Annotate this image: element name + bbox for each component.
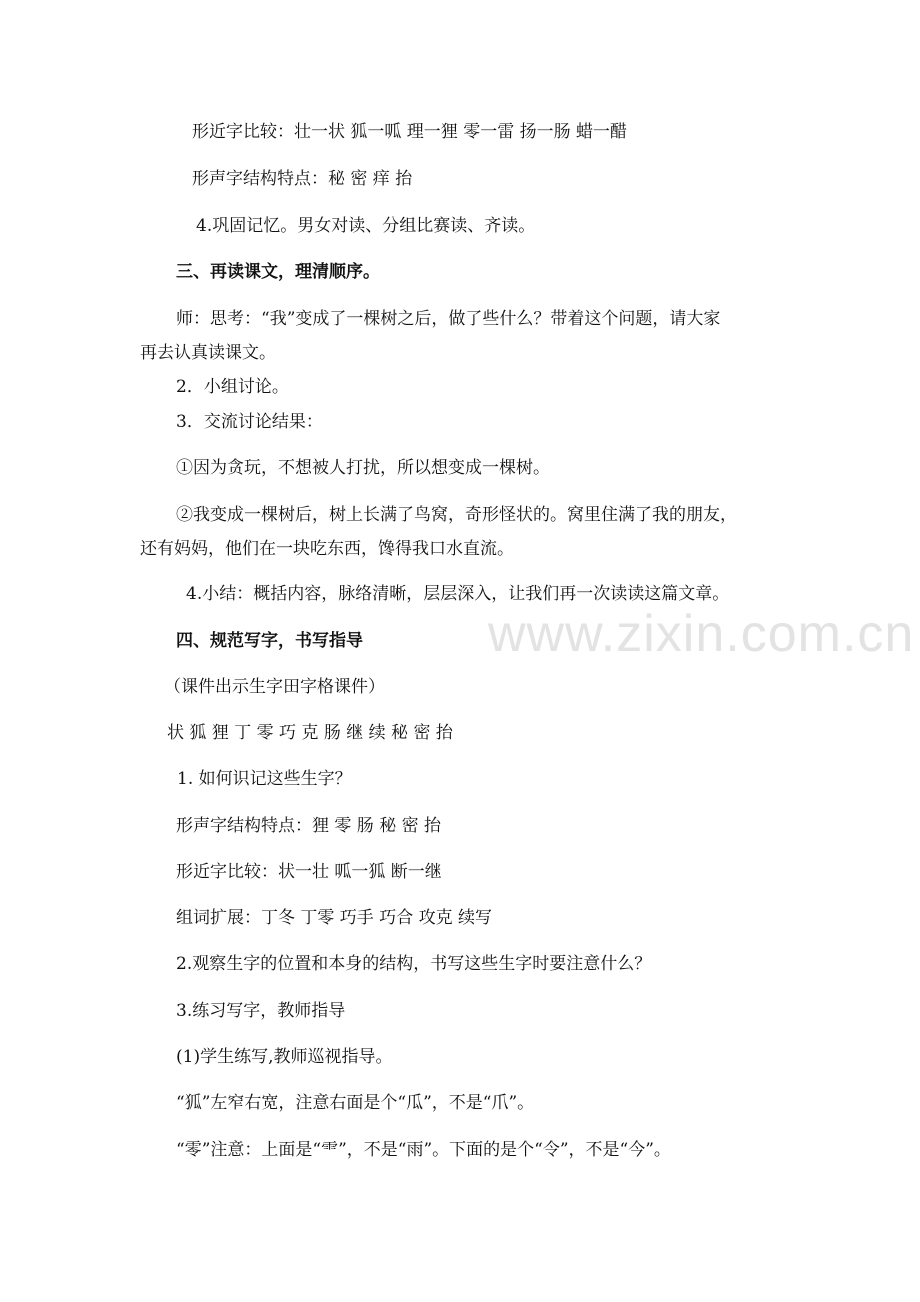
paragraph-observe-structure: 2.观察生字的位置和本身的结构，书写这些生字时要注意什么？ bbox=[176, 954, 652, 974]
paragraph-result-1: ①因为贪玩，不想被人打扰，所以想变成一棵树。 bbox=[176, 458, 550, 478]
paragraph-student-practice: (1)学生练写,教师巡视指导。 bbox=[176, 1047, 393, 1067]
paragraph-word-expansion: 组词扩展：丁冬 丁零 巧手 巧合 攻克 续写 bbox=[176, 908, 493, 928]
paragraph-result-2-cont: 还有妈妈，他们在一块吃东西，馋得我口水直流。 bbox=[140, 539, 514, 559]
paragraph-how-to-remember: 1. 如何识记这些生字？ bbox=[177, 769, 352, 789]
paragraph-similar-chars-2: 形近字比较：状一壮 呱一狐 断一继 bbox=[176, 862, 442, 882]
section-heading-4: 四、规范写字，书写指导 bbox=[176, 631, 363, 651]
paragraph-teacher-question: 师：思考：“我”变成了一棵树之后，做了些什么？带着这个问题，请大家 bbox=[176, 309, 721, 329]
paragraph-courseware: （课件出示生字田字格课件） bbox=[164, 677, 385, 697]
section-heading-3: 三、再读课文，理清顺序。 bbox=[176, 262, 380, 282]
paragraph-consolidate-memory: 4.巩固记忆。男女对读、分组比赛读、齐读。 bbox=[196, 216, 536, 236]
paragraph-similar-chars-1: 形近字比较：壮一状 狐一呱 理一狸 零一雷 扬一肠 蜡一醋 bbox=[192, 122, 628, 142]
paragraph-new-characters: 状 狐 狸 丁 零 巧 克 肠 继 续 秘 密 抬 bbox=[167, 723, 453, 743]
paragraph-note-hu: “狐”左窄右宽，注意右面是个“瓜”，不是“爪”。 bbox=[176, 1093, 535, 1113]
paragraph-phonetic-structure-2: 形声字结构特点：狸 零 肠 秘 密 抬 bbox=[176, 816, 442, 836]
paragraph-summary: 4.小结：概括内容，脉络清晰，层层深入，让我们再一次读读这篇文章。 bbox=[186, 584, 730, 604]
paragraph-discussion-results: 3．交流讨论结果： bbox=[176, 412, 323, 432]
paragraph-note-ling: “零”注意：上面是“⻗”，不是“雨”。下面的是个“令”，不是“今”。 bbox=[176, 1140, 671, 1160]
paragraph-practice-writing: 3.练习写字，教师指导 bbox=[176, 1001, 346, 1021]
watermark: www.zixin.com.cn bbox=[488, 605, 915, 663]
paragraph-group-discussion: 2．小组讨论。 bbox=[176, 377, 289, 397]
paragraph-teacher-question-cont: 再去认真读课文。 bbox=[140, 343, 276, 363]
paragraph-result-2: ②我变成一棵树后，树上长满了鸟窝，奇形怪状的。窝里住满了我的朋友， bbox=[176, 505, 737, 525]
paragraph-phonetic-structure-1: 形声字结构特点：秘 密 痒 抬 bbox=[192, 169, 413, 189]
